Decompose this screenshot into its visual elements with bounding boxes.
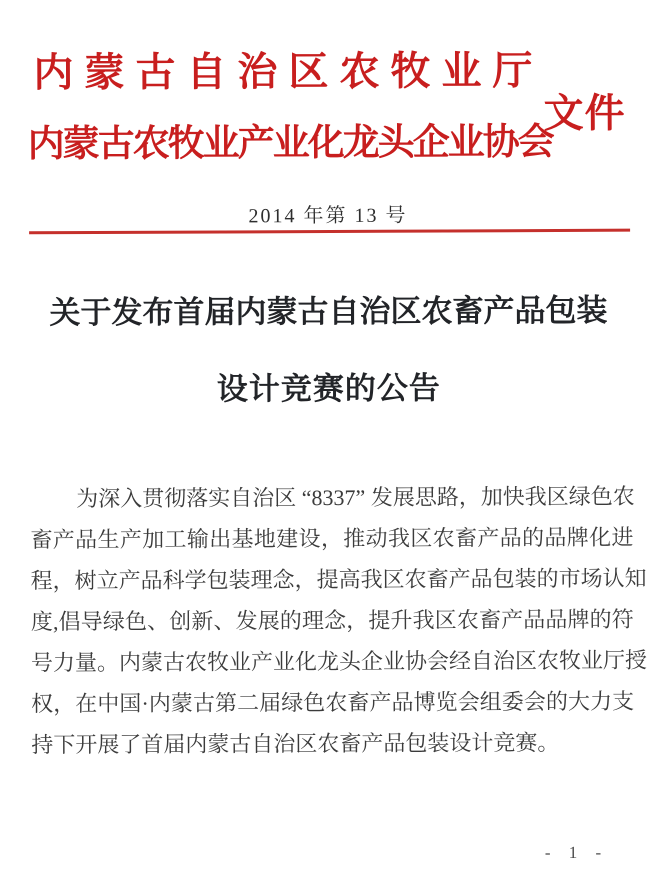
- body-text-line: 为深入贯彻落实自治区 “8337” 发展思路，加快我区绿色农: [76, 483, 635, 512]
- body-paragraph: [30, 476, 648, 766]
- issuing-org-secondary: 内蒙古农牧业产业化龙头企业协会: [27, 122, 553, 166]
- body-text-line: 度,倡导绿色、创新、发展的理念，提升我区农畜产品品牌的符: [30, 606, 634, 635]
- issuing-org-primary: 内蒙古自治区农牧业厅: [33, 48, 544, 96]
- body-text-line: 号力量。内蒙古农牧业产业化龙头企业协会经自治区农牧业厅授: [30, 647, 648, 676]
- page-number: - 1 -: [544, 842, 609, 863]
- body-text-line: 程，树立产品科学包装理念，提高我区农畜产品包装的市场认知: [30, 565, 647, 594]
- body-text-line: 持下开展了首届内蒙古自治区农畜产品包装设计竞赛。: [31, 729, 560, 758]
- document-type-label: 文件: [543, 90, 626, 137]
- document-number: 2014 年第 13 号: [248, 204, 408, 228]
- body-text-line: 权，在中国·内蒙古第二届绿色农畜产品博览会组委会的大力支: [31, 688, 635, 717]
- document-title-line1: 关于发布首届内蒙古自治区农畜产品包装: [49, 292, 608, 331]
- document-title-line2: 设计竞赛的公告: [216, 370, 441, 407]
- header-divider-rule: [29, 229, 630, 235]
- body-text-line: 畜产品生产加工输出基地建设，推动我区农畜产品的品牌化进: [30, 524, 634, 553]
